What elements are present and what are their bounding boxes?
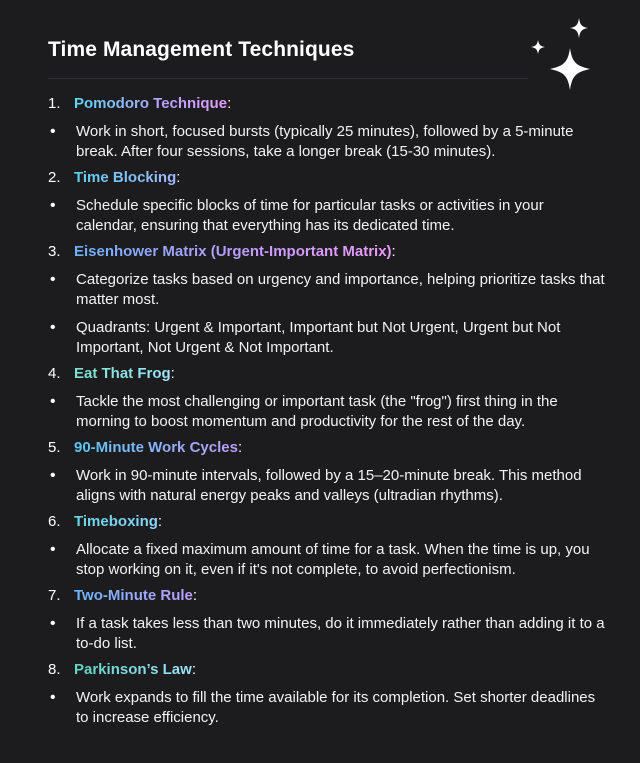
list-item-heading: 6. Timeboxing: xyxy=(48,513,163,530)
technique-heading: Parkinson’s Law xyxy=(74,661,192,678)
bullet-dot: • xyxy=(50,689,56,706)
item-number: 4. xyxy=(48,365,61,382)
list-item-bullet xyxy=(48,392,608,432)
list-item-bullet xyxy=(48,270,608,310)
bullet-dot: • xyxy=(50,271,56,288)
sparkles-icon xyxy=(526,14,598,100)
technique-heading: Eisenhower Matrix (Urgent-Important Matrix) xyxy=(74,243,392,260)
bullet-dot: • xyxy=(50,123,56,140)
technique-heading: Pomodoro Technique xyxy=(74,95,228,112)
technique-heading: Two-Minute Rule xyxy=(74,587,193,604)
list-item-bullet xyxy=(48,540,608,580)
item-number: 8. xyxy=(48,661,61,678)
list-item-bullet xyxy=(48,196,608,236)
techniques-list xyxy=(48,94,608,734)
list-item-heading: 3. Eisenhower Matrix (Urgent-Important Matrix): xyxy=(48,243,396,260)
header xyxy=(48,38,538,62)
bullet-text: Categorize tasks based on urgency and importance, helping prioritize tasks that matter most. xyxy=(76,271,605,308)
list-item-heading: 8. Parkinson’s Law: xyxy=(48,661,196,678)
item-number: 5. xyxy=(48,439,61,456)
bullet-text: Schedule specific blocks of time for particular tasks or activities in your calendar, ensuring that everything has its dedicated time. xyxy=(76,197,544,234)
bullet-dot: • xyxy=(50,467,56,484)
title-divider xyxy=(48,78,528,79)
technique-heading: Timeboxing xyxy=(74,513,158,530)
technique-heading: Eat That Frog xyxy=(74,365,171,382)
list-item-heading: 2. Time Blocking: xyxy=(48,169,181,186)
item-number: 2. xyxy=(48,169,61,186)
item-number: 3. xyxy=(48,243,61,260)
page-title: Time Management Techniques xyxy=(48,38,355,61)
sparkle-small xyxy=(531,40,545,54)
list-item-heading: 5. 90-Minute Work Cycles: xyxy=(48,439,243,456)
list-item-bullet xyxy=(48,466,608,506)
bullet-text: Allocate a fixed maximum amount of time for a task. When the time is up, you stop working on it, even if it's not complete, to avoid perfectionism. xyxy=(76,541,590,578)
bullet-dot: • xyxy=(50,197,56,214)
item-number: 6. xyxy=(48,513,61,530)
list-item-bullet xyxy=(48,614,608,654)
list-item-bullet xyxy=(48,122,608,162)
list-item-heading: 1. Pomodoro Technique: xyxy=(48,95,232,112)
list-item-heading: 7. Two-Minute Rule: xyxy=(48,587,198,604)
bullet-dot: • xyxy=(50,615,56,632)
technique-heading: Time Blocking xyxy=(74,169,177,186)
list-item-heading: 4. Eat That Frog: xyxy=(48,365,175,382)
item-number: 1. xyxy=(48,95,61,112)
bullet-text: Work in 90-minute intervals, followed by a 15–20-minute break. This method aligns with natural energy peaks and valleys (ultradian rhythms). xyxy=(76,467,582,504)
bullet-text: Tackle the most challenging or important task (the "frog") first thing in the morning to boost momentum and productivity for the rest of the day. xyxy=(76,393,558,430)
sparkle-large xyxy=(550,48,590,90)
bullet-dot: • xyxy=(50,393,56,410)
bullet-text: Work in short, focused bursts (typically 25 minutes), followed by a 5-minute break. After four sessions, take a longer break (15-30 minutes). xyxy=(76,123,574,160)
bullet-text: Work expands to fill the time available for its completion. Set shorter deadlines to increase efficiency. xyxy=(76,689,596,726)
bullet-text: If a task takes less than two minutes, do it immediately rather than adding it to a to-do list. xyxy=(76,615,605,652)
bullet-dot: • xyxy=(50,541,56,558)
list-item-bullet xyxy=(48,318,608,358)
technique-heading: 90-Minute Work Cycles xyxy=(74,439,238,456)
sparkle-top xyxy=(570,18,588,38)
bullet-dot: • xyxy=(50,319,56,336)
item-number: 7. xyxy=(48,587,61,604)
bullet-text: Quadrants: Urgent & Important, Important but Not Urgent, Urgent but Not Important, Not Urgent & Not Important. xyxy=(76,319,561,356)
list-item-bullet xyxy=(48,688,608,728)
